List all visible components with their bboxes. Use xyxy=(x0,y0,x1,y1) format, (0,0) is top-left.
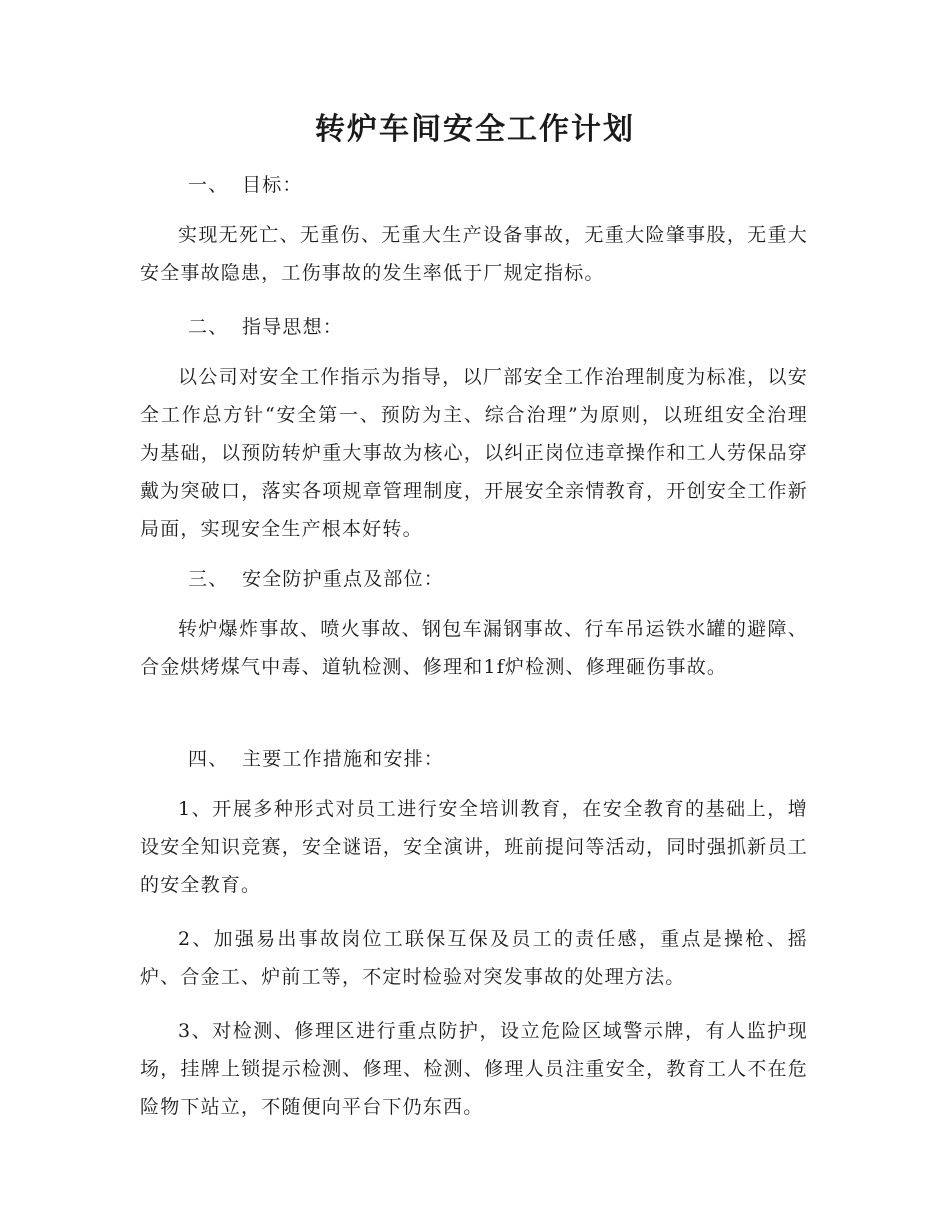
section-heading-text-4: 主要工作措施和安排： xyxy=(242,748,445,770)
section-4-paragraph-3: 3、对检测、修理区进行重点防护，设立危险区域警示牌，有人监护现场，挂牌上锁提示检测、修理、检测、修理人员注重安全，教育工人不在危险物下站立，不随便向平台下仍东西。 xyxy=(140,1020,808,1118)
section-heading-3 xyxy=(188,560,444,598)
section-heading-2 xyxy=(188,308,343,346)
section-number-4: 四、 xyxy=(188,748,229,770)
section-4-paragraph-2: 2、加强易出事故岗位工联保互保及员工的责任感，重点是操枪、摇炉、合金工、炉前工等，不定时检验对突发事故的处理方法。 xyxy=(140,928,808,988)
section-heading-1 xyxy=(188,166,303,204)
section-2-paragraph-1: 以公司对安全工作指示为指导，以厂部安全工作治理制度为标准，以安全工作总方针“安全第一、预防为主、综合治理”为原则，以班组安全治理为基础，以预防转炉重大事故为核心，以纠正岗位违章操作和工人劳保品穿戴为突破口，落实各项规章管理制度，开展安全亲情教育，开创安全工作新局面，实现安全生产根本好转。 xyxy=(140,366,808,540)
section-1-paragraph-1: 实现无死亡、无重伤、无重大生产设备事故，无重大险肇事股，无重大安全事故隐患，工伤事故的发生率低于厂规定指标。 xyxy=(140,224,808,284)
section-number-2: 二、 xyxy=(188,316,229,338)
section-3-paragraph-1: 转炉爆炸事故、喷火事故、钢包车漏钢事故、行车吊运铁水罐的避障、合金烘烤煤气中毒、道轨检测、修理和1f炉检测、修理砸伤事故。 xyxy=(140,618,808,678)
section-4-paragraph-1: 1、开展多种形式对员工进行安全培训教育，在安全教育的基础上，增设安全知识竞赛，安全谜语，安全演讲，班前提问等活动，同时强抓新员工的安全教育。 xyxy=(140,798,808,896)
document-title: 转炉车间安全工作计划 xyxy=(315,112,635,147)
section-number-1: 一、 xyxy=(188,174,229,196)
section-heading-text-3: 安全防护重点及部位： xyxy=(242,568,445,590)
section-number-3: 三、 xyxy=(188,568,229,590)
section-heading-text-2: 指导思想： xyxy=(242,316,344,338)
section-heading-text-1: 目标： xyxy=(242,174,303,196)
section-heading-4 xyxy=(188,740,444,778)
